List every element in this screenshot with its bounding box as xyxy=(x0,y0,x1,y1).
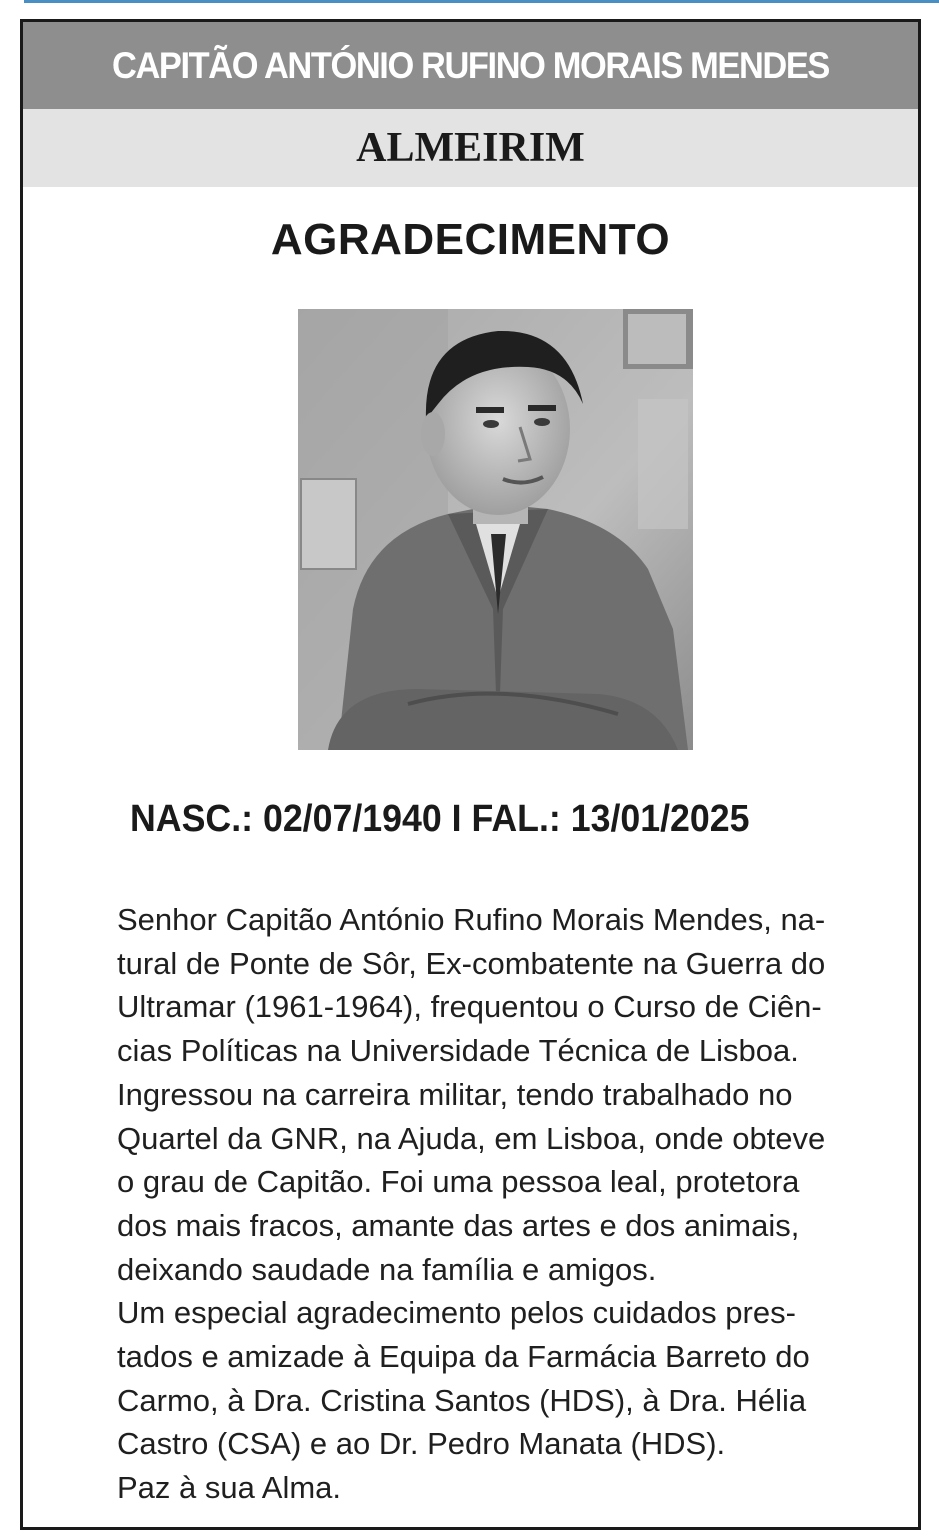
body-line: Um especial agradecimento pelos cuidados pres- xyxy=(117,1295,796,1331)
body-line: dos mais fracos, amante das artes e dos animais, xyxy=(117,1207,800,1243)
birth-death-dates: NASC.: 02/07/1940 I FAL.: 13/01/2025 xyxy=(130,798,750,840)
obituary-body xyxy=(117,898,897,1510)
portrait-image xyxy=(298,309,693,750)
body-line: cias Políticas na Universidade Técnica de Lisboa. xyxy=(117,1033,799,1069)
body-line: Quartel da GNR, na Ajuda, em Lisboa, onde obteve xyxy=(117,1120,826,1156)
obituary-card xyxy=(20,19,921,1530)
deceased-name: CAPITÃO ANTÓNIO RUFINO MORAIS MENDES xyxy=(111,44,830,86)
body-line: Senhor Capitão António Rufino Morais Mendes, na- xyxy=(117,902,826,937)
body-line: tados e amizade à Equipa da Farmácia Barreto do xyxy=(117,1339,810,1375)
name-banner xyxy=(23,22,918,109)
place-name: ALMEIRIM xyxy=(356,125,585,171)
body-line: Carmo, à Dra. Cristina Santos (HDS), à Dra. Hélia xyxy=(117,1382,807,1418)
body-line: Castro (CSA) e ao Dr. Pedro Manata (HDS). xyxy=(117,1426,726,1462)
place-banner xyxy=(23,109,918,187)
body-line: Ultramar (1961-1964), frequentou o Curso de Ciên- xyxy=(117,989,822,1025)
top-accent-rule xyxy=(24,0,939,3)
notice-heading: AGRADECIMENTO xyxy=(270,215,671,264)
body-line: Ingressou na carreira militar, tendo trabalhado no xyxy=(117,1076,793,1112)
portrait-photo xyxy=(298,309,693,750)
body-line: o grau de Capitão. Foi uma pessoa leal, protetora xyxy=(117,1164,800,1200)
body-line: deixando saudade na família e amigos. xyxy=(117,1251,657,1287)
body-line: tural de Ponte de Sôr, Ex-combatente na Guerra do xyxy=(117,945,826,981)
body-line: Paz à sua Alma. xyxy=(117,1470,342,1506)
